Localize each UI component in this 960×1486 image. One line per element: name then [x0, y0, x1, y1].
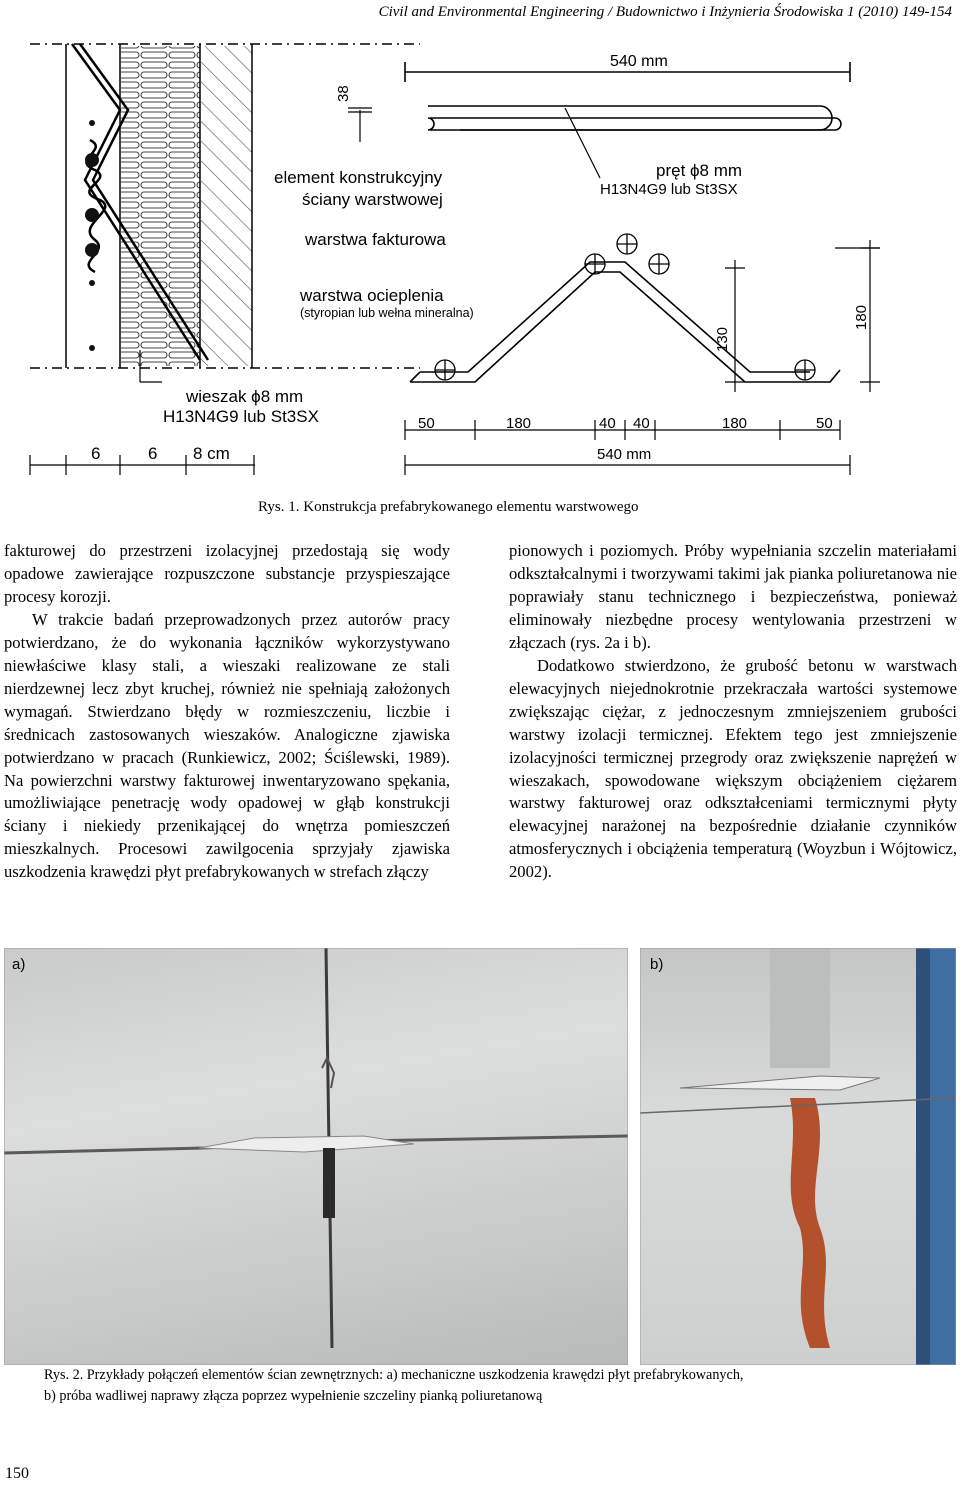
text-column-right: [509, 540, 957, 884]
bar-top: [405, 62, 850, 130]
label-bar: pręt ϕ8 mm: [656, 161, 743, 180]
paragraph: W trakcie badań przeprowadzonych przez autorów pracy potwierdzano, że do wykonania łączników wykorzystywano niewłaściwe klasy stali, a wieszaki realizowane ze stali nierdzewnej lecz zbyt kruchej, również nie spełniają założonych wymagań. Stwierdzano błędy w rozmieszczeniu, liczbie i średnicach zastosowanych wieszaków. Analogiczne zjawiska potwierdzano w pracach (Runkiewicz, 2002; Ściślewski, 1989). Na powierzchni warstwy fakturowej inwentaryzowano spękania, umożliwiające penetrację wody opadowej w głąb konstrukcji ściany i niekiedy przenikającej do wnętrza pomieszczeń mieszkalnych. Procesowi zawilgocenia sprzyjały zjawiska uszkodzenia krawędzi płyt prefabrykowanych w strefach złączy: [4, 609, 450, 882]
figure-2-caption-line-2: b) próba wadliwej naprawy złącza poprzez wypełnienie szczeliny pianką poliuretanową: [44, 1388, 543, 1404]
label-facing-layer: warstwa fakturowa: [305, 230, 446, 249]
label-bar-steel: H13N4G9 lub St3SX: [600, 181, 738, 198]
label-element: element konstrukcyjny: [274, 168, 443, 187]
cross-marks: [435, 234, 815, 380]
page-number: 150: [5, 1465, 29, 1482]
photo-b-label: b): [650, 956, 664, 973]
dim-6a: 6: [91, 444, 101, 463]
running-header: Civil and Environmental Engineering / Budownictwo i Inżynieria Środowiska 1 (2010) 149-154: [378, 4, 952, 20]
photo-a-label: a): [12, 956, 26, 973]
label-element-2: ściany warstwowej: [302, 190, 443, 209]
figure-1-caption: Rys. 1. Konstrukcja prefabrykowanego elementu warstwowego: [258, 499, 639, 515]
bar-zigzag: [410, 262, 840, 382]
label-insulation: warstwa ocieplenia: [300, 286, 444, 305]
dim-50a: 50: [418, 415, 435, 432]
dim-130: 130: [714, 326, 731, 352]
dim-6b: 6: [148, 444, 158, 463]
dim-40a: 40: [599, 415, 616, 432]
dim-180-vertical: 180: [853, 304, 870, 330]
label-bottom-width: 540 mm: [597, 446, 652, 463]
figure-1-diagram: [0, 28, 960, 478]
dim-50b: 50: [816, 415, 833, 432]
label-top-width: 540 mm: [610, 53, 668, 70]
dim-180a: 180: [506, 415, 532, 432]
paragraph: fakturowej do przestrzeni izolacyjnej przedostają się wody opadowe zawierające rozpuszczone substancje przyspieszające procesy korozji.: [4, 541, 450, 606]
label-insulation-note: (styropian lub wełna mineralna): [300, 306, 474, 320]
text-column-left: [4, 540, 450, 884]
label-hanger: wieszak ϕ8 mm: [186, 387, 304, 406]
dim-8cm: 8 cm: [193, 444, 230, 463]
label-dim-38: 38: [335, 85, 352, 102]
figure-2-caption-line-1: Rys. 2. Przykłady połączeń elementów ścian zewnętrznych: a) mechaniczne uszkodzenia krawędzi płyt prefabrykowanych,: [44, 1367, 744, 1383]
paragraph: Dodatkowo stwierdzono, że grubość betonu w warstwach elewacyjnych niejednokrotnie przekraczała wartości systemowe zwiększając ciężar, z jednoczesnym zmniejszeniem grubości warstwy izolacji termicznej. Efektem tego jest zmniejszenie izolacyjności termicznej przegrody oraz zwiększenie naprężeń w wieszakach, spowodowane większym obciążeniem ciężarem warstwy fakturowej oraz odkształceniami termicznymi płyty elewacyjnej narażonej na bezpośrednie działanie czynników atmosferycznych i obciążenia temperaturą (Woyzbun i Wójtowicz, 2002).: [509, 655, 957, 882]
paragraph: pionowych i poziomych. Próby wypełniania szczelin materiałami odkształcalnymi i tworzywami takimi jak pianka poliuretanowa nie poprawiały stanu technicznego i bezpieczeństwa, ponieważ eliminowały niezbędne procesy wentylowania przestrzeni w złączach (rys. 2a i b).: [509, 541, 957, 652]
photo-a: [4, 948, 628, 1365]
dim-40b: 40: [633, 415, 650, 432]
dim-180b: 180: [722, 415, 748, 432]
photo-b: [640, 948, 956, 1365]
label-hanger-steel: H13N4G9 lub St3SX: [163, 407, 319, 426]
